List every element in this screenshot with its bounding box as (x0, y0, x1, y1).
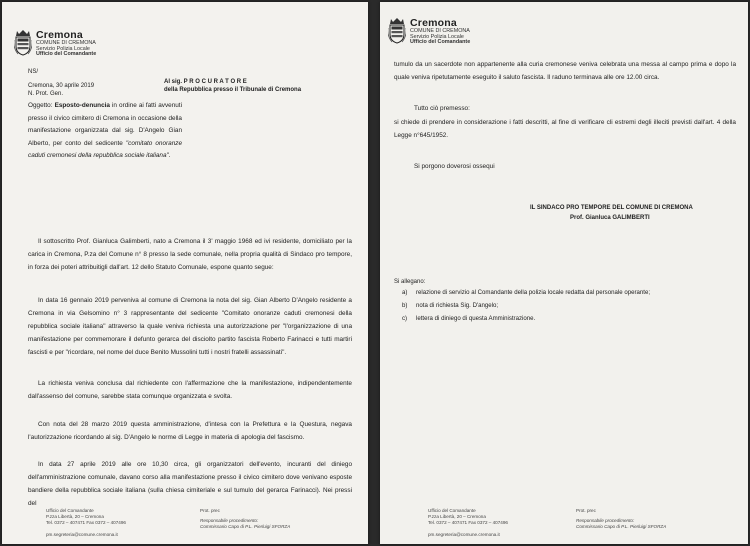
subject-text: in ordine ai fatti avvenuti presso il civico cimitero di Cremona in occasione della manifestazione organizzata dal sig. D'Angelo Gian Alberto, per conto del sedicente (28, 102, 182, 147)
letterhead-city: Cremona (36, 29, 83, 41)
footer-office-name: Ufficio del Comandante (46, 508, 94, 513)
letterhead-line3: Ufficio del Comandante (410, 39, 471, 46)
subject-italic: "comitato onoranze caduti cremonesi della repubblica sociale italiana". (28, 139, 182, 160)
letterhead-line2: Servizio Polizia Locale (36, 45, 90, 52)
letter-page-1 (2, 2, 368, 544)
footer-prot: Prot. prec (200, 508, 220, 513)
letterhead (36, 30, 96, 58)
footer-responsible (200, 508, 290, 531)
greeting-line: Si porgono doverosi ossequi (414, 163, 495, 170)
attachment-item: c) lettera di diniego di questa Amministrazione. (402, 315, 536, 322)
footer-resp-label: Responsabile procedimento: (200, 518, 259, 524)
letter-page-2 (380, 2, 748, 544)
recipient-line2: della Repubblica presso il Tribunale di Cremona (164, 87, 302, 93)
letter-date: Cremona, 30 aprile 2019 (28, 83, 95, 89)
footer-resp-name: Commissario Capo di P.L. Pierluigi SFORZA (200, 524, 291, 530)
footer-address: P.zza Libertà, 20 – Cremona (46, 514, 104, 520)
signature-name: Prof. Gianluca GALIMBERTI (570, 215, 650, 221)
footer-email: pm.segreteria@comune.cremona.it (46, 531, 118, 537)
footer-responsible (576, 508, 666, 531)
paragraph-continued: tumulo da un sacerdote non appartenente alla curia cremonese veniva celebrata una messa al campo prima e dopo la quale veniva ripetutamente eseguito il saluto fascista. Il raduno terminava alle ore 12.00 circa. (394, 61, 736, 81)
paragraph-event: In data 27 aprile 2019 alle ore 10,30 circa, gli organizzatori dell'evento, incuranti del diniego dell'amministrazione comunale, davano corso alla manifestazione presso il civico cimitero dove venivano esposte bandiere della repubblica sociale italiana (sulla chiesa cimiteriale e sul tumulo del gerarca Farinacci). Nei pressi del (28, 461, 352, 507)
footer-office (46, 508, 126, 538)
paragraph-request: In data 16 gennaio 2019 perveniva al comune di Cremona la nota del sig. Gian Alberto D'Angelo residente a Cremona in via Gelsomino n° 3 rappresentante del sedicente "Comitato onoranze caduti cremonesi della repubblica sociale italiana" attraverso la quale veniva richiesta una autorizzazione per "l'organizzazione di una manifestazione per commemorare il defunto gerarca del disciolto partito fascista Roberto Farinacci e tutti martiri fascisti e per "ricordare, nel nome del duce Benito Mussolini tutti i nostri fratelli assassinati". (28, 297, 352, 356)
paragraph-conclusion: La richiesta veniva conclusa dal richiedente con l'affermazione che la manifestazione, indipendentemente dall'assenso del comune, sarebbe stata comunque organizzata e svolta. (28, 380, 352, 400)
footer-email: pm.segreteria@comune.cremona.it (428, 531, 500, 537)
paragraph-denial: Con nota del 28 marzo 2019 questa amministrazione, d'intesa con la Prefettura e la Questura, negava l'autorizzazione ricordando al sig. D'Angelo le norme di Legge in materia di apologia del fascismo. (28, 421, 352, 441)
footer-phone: Tel. 0372 – 407471 Fax 0372 – 407496 (46, 520, 126, 526)
paragraph-intro: Il sottoscritto Prof. Gianluca Galimberti, nato a Cremona il 3' maggio 1968 ed ivi residente, domiciliato per la carica in Cremona, P.za del Comune n° 8 presso la sede comunale, nella propria qualità di Sindaco pro tempore, in forza dei poteri attribuitigli dall'art. 12 dello Statuto Comunale, espone quanto segue: (28, 238, 352, 271)
attachments-label: Si allegano: (394, 279, 426, 285)
subject-title: Esposto-denuncia (54, 102, 110, 109)
letterhead-line2: Servizio Polizia Locale (410, 33, 464, 40)
letterhead (410, 18, 470, 46)
attachment-item: a) relazione di servizio al Comandante della polizia locale redatta dal personale operante; (402, 289, 651, 296)
footer-phone: Tel. 0372 – 407471 Fax 0372 – 407496 (428, 520, 508, 526)
footer-resp-name: Commissario Capo di P.L. Pierluigi SFORZA (576, 524, 667, 530)
protocol-number: N. Prot. Gen. (28, 91, 64, 97)
footer-prot: Prot. prec (576, 508, 596, 513)
attachment-item: b) nota di richiesta Sig. D'angelo; (402, 302, 499, 309)
ns-ref: NS/ (28, 69, 39, 75)
subject-label: Oggetto: (28, 102, 53, 109)
letterhead-city: Cremona (410, 17, 457, 29)
footer-office-name: Ufficio del Comandante (428, 508, 476, 513)
coat-of-arms-icon (388, 18, 406, 44)
letterhead-line1: COMUNE DI CREMONA (36, 40, 96, 47)
attachments-list (402, 286, 732, 325)
request-paragraph: si chiede di prendere in considerazione i fatti descritti, al fine di verificare cli estremi degli illeciti previsti dall'art. 4 della Legge n°645/1952. (394, 119, 736, 139)
footer-office (428, 508, 508, 538)
letterhead-line1: COMUNE DI CREMONA (410, 28, 470, 35)
recipient-line1: Al sig. P R O C U R A T O R E (164, 79, 247, 85)
premise-line: Tutto ciò premesso: (414, 105, 470, 112)
signature-title: IL SINDACO PRO TEMPORE DEL COMUNE DI CREMONA (530, 205, 693, 211)
footer-resp-label: Responsabile procedimento: (576, 518, 635, 524)
subject-block (28, 100, 182, 163)
letterhead-line3: Ufficio del Comandante (36, 51, 97, 58)
coat-of-arms-icon (14, 30, 32, 56)
footer-address: P.zza Libertà, 20 – Cremona (428, 514, 486, 520)
